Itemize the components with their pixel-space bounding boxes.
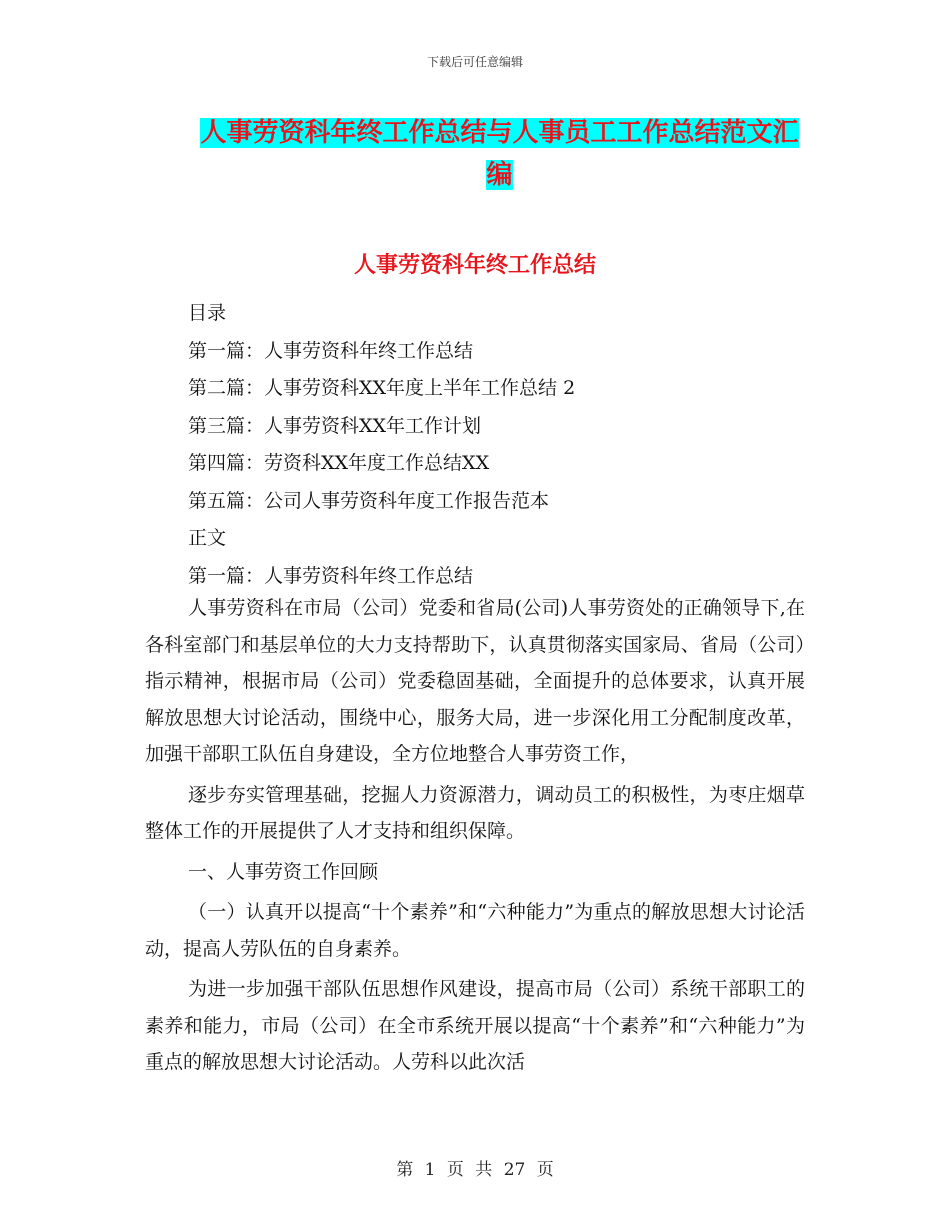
subsection-heading: 一、人事劳资工作回顾	[188, 860, 379, 883]
toc-item: 第五篇：公司人事劳资科年度工作报告范本	[188, 489, 550, 512]
table-of-contents	[188, 295, 575, 595]
toc-item: 第三篇：人事劳资科XX年工作计划	[188, 414, 482, 437]
paragraph: 逐步夯实管理基础，挖掘人力资源潜力，调动员工的积极性，为枣庄烟草整体工作的开展提供了人才支持和组织保障。	[145, 783, 805, 842]
section-title: 人事劳资科年终工作总结	[353, 253, 596, 278]
document-title-line-2: 编	[486, 160, 513, 190]
toc-heading: 目录	[188, 302, 227, 324]
document-title	[192, 112, 807, 196]
paragraph: （一）认真开以提高“十个素养”和“六种能力”为重点的解放思想大讨论活动，提高人劳队伍的自身素养。	[145, 901, 805, 960]
body-text	[145, 590, 805, 1085]
chapter-heading: 第一篇：人事劳资科年终工作总结	[188, 564, 474, 587]
page-header-note: 下载后可任意编辑	[426, 55, 523, 69]
toc-item: 第四篇：劳资科XX年度工作总结XX	[188, 452, 490, 474]
page-footer: 第 1 页 共 27 页	[396, 1160, 554, 1180]
document-title-line-1: 人事劳资科年终工作总结与人事员工工作总结范文汇	[200, 118, 799, 148]
toc-item: 第一篇：人事劳资科年终工作总结	[188, 339, 474, 362]
paragraph: 为进一步加强干部队伍思想作风建设，提高市局（公司）系统干部职工的素养和能力，市局（公司）在全市系统开展以提高“十个素养”和“六种能力”为重点的解放思想大讨论活动。人劳科以此次活	[145, 978, 805, 1073]
body-heading: 正文	[188, 527, 227, 549]
paragraph: 人事劳资科在市局（公司）党委和省局(公司)人事劳资处的正确领导下,在各科室部门和基层单位的大力支持帮助下，认真贯彻落实国家局、省局（公司）指示精神，根据市局（公司）党委稳固基础，全面提升的总体要求，认真开展解放思想大讨论活动，围绕中心，服务大局，进一步深化用工分配制度改革，加强干部职工队伍自身建设，全方位地整合人事劳资工作，	[145, 597, 805, 765]
toc-item: 第二篇：人事劳资科XX年度上半年工作总结 2	[188, 377, 576, 399]
